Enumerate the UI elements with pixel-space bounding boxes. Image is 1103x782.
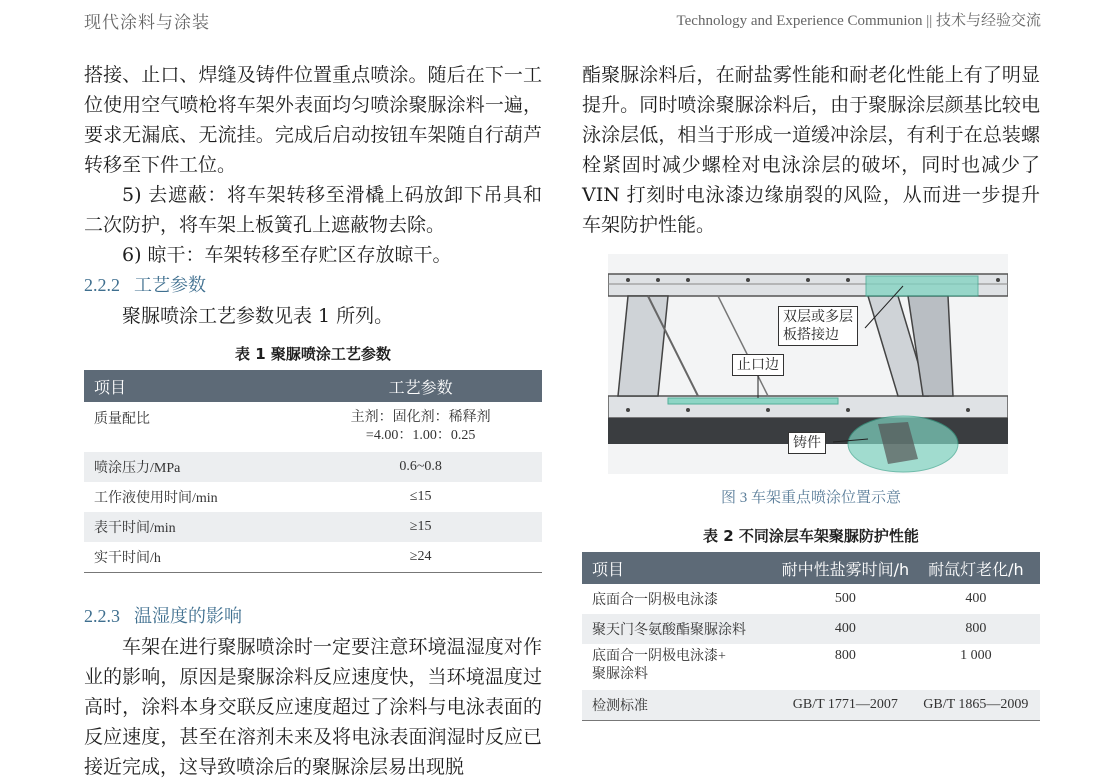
- section-title: 工艺参数: [134, 275, 206, 296]
- table-cell: 底面合一阴极电泳漆: [592, 593, 718, 608]
- figure-caption: 图 3 车架重点喷涂位置示意: [720, 490, 901, 506]
- table-row: [84, 542, 542, 573]
- table-row: [582, 644, 1040, 690]
- section-number: 2.2.2: [84, 275, 120, 295]
- table-cell: 1 000: [960, 648, 992, 663]
- table-cell: 800: [912, 614, 1040, 644]
- paragraph: 车架在进行聚脲喷涂时一定要注意环境温湿度对作业的影响，原因是聚脲涂料反应速度快，当环境温度过高时，涂料本身交联反应速度超过了涂料与电泳表面的反应速度，甚至在溶剂未来及将电泳表面润湿时反应已接近完成，这导致喷涂后的聚脲涂层易出现脱: [84, 636, 542, 778]
- right-column: [582, 60, 1040, 721]
- table-row: [84, 512, 542, 542]
- section-heading: [84, 270, 542, 301]
- table-cell: 实干时间/h: [94, 551, 161, 566]
- table-header: 工艺参数: [299, 370, 542, 402]
- table-cell: 检测标准: [582, 690, 779, 721]
- casting-label: 铸件: [788, 432, 826, 454]
- table-caption: 表 2 不同涂层车架聚脲防护性能: [703, 527, 919, 545]
- running-header-section: Technology and Experience Communion || 技术与经验交流: [676, 13, 1041, 29]
- table-cell: GB/T 1771—2007: [779, 690, 912, 721]
- table-cell: ≤15: [409, 489, 432, 504]
- table-cell: 表干时间/min: [84, 512, 299, 542]
- table-cell: 主剂：固化剂：稀释剂 =4.00：1.00：0.25: [350, 410, 491, 443]
- table-cell: ≥15: [299, 512, 542, 542]
- paragraph: 酯聚脲涂料后，在耐盐雾性能和耐老化性能上有了明显提升。同时喷涂聚脲涂料后，由于聚脲涂层颜基比较电泳涂层低，相当于形成一道缓冲涂层，有利于在总装螺栓紧固时减少螺栓对电泳涂层的破坏，同时也减少了 VIN 打刻时电泳漆边缘崩裂的风险，从而进一步提升车架防护性能。: [582, 64, 1040, 236]
- table-cell: 500: [834, 591, 856, 606]
- table-header: 项目: [84, 370, 299, 402]
- table-header: 项目: [582, 552, 779, 584]
- table-cell: 质量配比: [94, 412, 150, 427]
- table-cell: GB/T 1865—2009: [912, 690, 1040, 721]
- protection-performance-table: [582, 552, 1040, 721]
- table-row: [84, 452, 542, 482]
- table-cell: 400: [779, 614, 912, 644]
- frame-figure: [608, 254, 1008, 474]
- paragraph: 搭接、止口、焊缝及铸件位置重点喷涂。随后在下一工位使用空气喷枪将车架外表面均匀喷涂聚脲涂料一遍，要求无漏底、无流挂。完成后启动按钮车架随自行葫芦转移至下件工位。: [84, 64, 542, 176]
- table-cell: 工作液使用时间/min: [94, 491, 218, 506]
- left-column: [84, 60, 542, 782]
- paragraph: 6) 晾干：车架转移至存贮区存放晾干。: [122, 244, 452, 266]
- paragraph: 5) 去遮蔽：将车架转移至滑橇上码放卸下吊具和二次防护，将车架上板簧孔上遮蔽物去除。: [84, 184, 542, 236]
- table-row: [582, 614, 1040, 644]
- table-row: [84, 482, 542, 512]
- table-header: 耐氙灯老化/h: [912, 552, 1040, 584]
- section-number: 2.2.3: [84, 606, 120, 626]
- table-row: [582, 690, 1040, 721]
- table-row: [84, 402, 542, 452]
- lap-joint-label: 双层或多层 板搭接边: [778, 306, 858, 346]
- section-heading: [84, 601, 542, 632]
- edge-label: 止口边: [732, 354, 784, 376]
- table-caption: 表 1 聚脲喷涂工艺参数: [235, 345, 391, 363]
- table-row: [582, 584, 1040, 614]
- table-cell: 底面合一阴极电泳漆+ 聚脲涂料: [592, 649, 726, 682]
- table-cell: 聚天门冬氨酸酯聚脲涂料: [582, 614, 779, 644]
- running-header-journal: 现代涂料与涂装: [84, 13, 210, 33]
- table-header: 耐中性盐雾时间/h: [779, 552, 912, 584]
- paragraph: 聚脲喷涂工艺参数见表 1 所列。: [122, 305, 394, 327]
- table-cell: 喷涂压力/MPa: [84, 452, 299, 482]
- table-cell: 800: [834, 648, 856, 663]
- section-title: 温湿度的影响: [134, 606, 242, 627]
- table-cell: 400: [965, 591, 987, 606]
- table-cell: ≥24: [409, 549, 432, 564]
- table-cell: 0.6~0.8: [299, 452, 542, 482]
- process-params-table: [84, 370, 542, 573]
